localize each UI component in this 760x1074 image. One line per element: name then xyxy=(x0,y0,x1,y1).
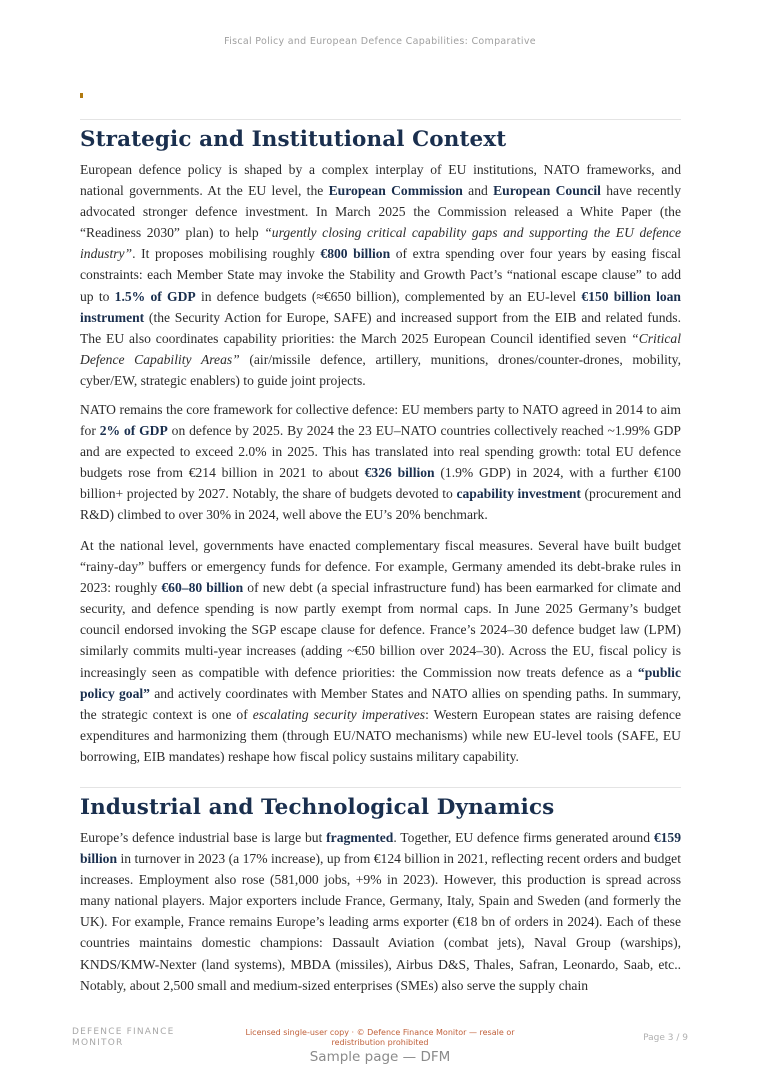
text-run: NATO remains the core framework for collective defence: EU members party to NATO agreed in 2014 to aim for xyxy=(80,402,681,439)
paragraph xyxy=(80,399,681,526)
emphasis-italic: “urgently closing critical capability gaps and supporting the EU defence industry” xyxy=(80,225,681,262)
section-marker xyxy=(80,93,83,98)
text-run: . It proposes mobilising roughly xyxy=(132,246,321,262)
text-run: . Together, EU defence firms generated around xyxy=(393,830,654,845)
text-run: (1.9% GDP) in 2024, with a further €100 billion+ projected by 2027. Notably, the share of budgets devoted to xyxy=(80,465,681,502)
paragraph xyxy=(80,159,681,391)
text-run: and xyxy=(462,183,494,199)
text-run: European defence policy is shaped by a complex interplay of EU institutions, NATO frameworks, and national governments. At the EU level, the xyxy=(80,162,681,199)
footer-license: Licensed single-user copy · © Defence Finance Monitor — resale or redistribution prohibited xyxy=(245,1028,515,1047)
emphasis-bold: €150 billion loan instrument xyxy=(80,288,681,325)
emphasis-bold: €800 billion xyxy=(320,246,391,262)
emphasis-bold: “public policy goal” xyxy=(80,664,681,701)
text-run: of extra spending over four years by easing fiscal constraints: each Member State may invoke the Stability and Growth Pact’s “national escape clause” to add up to xyxy=(80,246,681,304)
text-run: (air/missile defence, artillery, munitions, drones/counter-drones, mobility, cyber/EW, strategic enablers) to guide joint projects. xyxy=(80,351,681,388)
text-run: Europe’s defence industrial base is large but xyxy=(80,830,327,845)
paragraph xyxy=(80,827,681,996)
text-run: of new debt (a special infrastructure fund) has been earmarked for climate and security, and defence spending is now partly exempt from normal caps. In June 2025 Germany’s budget council endorsed invoking the SGP escape clause for defence. France’s 2024–30 defence budget law (LPM) similarly commits multi-year increases (adding ~€50 billion over 2024–30). Across the EU, fiscal policy is increasingly seen as compatible with defence priorities: the Commission now treats defence as a xyxy=(80,580,681,680)
emphasis-bold: €60–80 billion xyxy=(161,580,244,596)
text-run: (the Security Action for Europe, SAFE) and increased support from the EIB and related funds. The EU also coordinates capability priorities: the March 2025 European Council identified seven xyxy=(80,309,681,346)
footer-publisher: DEFENCE FINANCE MONITOR xyxy=(72,1027,175,1048)
text-run: (procurement and R&D) climbed to over 30% in 2024, well above the EU’s 20% benchmark. xyxy=(80,486,681,523)
section-heading-industrial: Industrial and Technological Dynamics xyxy=(80,795,555,820)
emphasis-italic: escalating security imperatives xyxy=(252,706,426,722)
emphasis-bold: European Council xyxy=(493,183,601,199)
emphasis-bold: €159 billion xyxy=(80,830,681,867)
text-run: : Western European states are raising defence expenditures and harmonizing them (through EU/NATO mechanisms) while new EU-level tools (SAFE, EU borrowing, EIB mandates) reshape how fiscal policy sustains military capability. xyxy=(80,706,681,764)
text-run: have recently advocated stronger defence investment. In March 2025 the Commission released a White Paper (the “Readiness 2030” plan) to help xyxy=(80,183,681,241)
paragraph xyxy=(80,535,681,767)
emphasis-bold: European Commission xyxy=(328,183,463,199)
emphasis-bold: capability investment xyxy=(456,486,581,502)
emphasis-bold: €326 billion xyxy=(364,465,435,481)
emphasis-bold: 1.5% of GDP xyxy=(114,288,196,304)
text-run: and actively coordinates with Member States and NATO allies on spending paths. In summary, the strategic context is one of xyxy=(80,685,681,722)
text-run: on defence by 2025. By 2024 the 23 EU–NATO countries collectively reached ~1.99% GDP and are expected to exceed 2.0% in 2025. This has translated into real spending growth: total EU defence budgets rose from €214 billion in 2021 to about xyxy=(80,423,681,481)
page-number: Page 3 / 9 xyxy=(643,1033,688,1043)
section-divider xyxy=(80,787,681,788)
text-run: At the national level, governments have enacted complementary fiscal measures. Several have built budget “rainy-day” buffers or emergency funds for defence. For example, Germany amended its debt-brake rules in 2023: roughly xyxy=(80,538,681,596)
text-run: in defence budgets (≈€650 billion), complemented by an EU-level xyxy=(195,288,582,304)
running-header: Fiscal Policy and European Defence Capabilities: Comparative xyxy=(224,36,536,47)
sample-note: Sample page — DFM xyxy=(309,1049,451,1065)
emphasis-bold: fragmented xyxy=(326,830,394,845)
text-run: in turnover in 2023 (a 17% increase), up from €124 billion in 2021, reflecting recent orders and budget increases. Employment also rose (581,000 jobs, +9% in 2023). However, this production is spread across many national players. Major exporters include France, Germany, Italy, Spain and Sweden (and formerly the UK). For example, France remains Europe’s leading arms exporter (€18 bn of orders in 2024). Each of these countries maintains domestic champions: Dassault Aviation (combat jets), Naval Group (warships), KNDS/KMW-Nexter (land systems), MBDA (missiles), Airbus D&S, Thales, Safran, Leonardo, Saab, etc.. Notably, about 2,500 small and medium-sized enterprises (SMEs) also serve the supply chain xyxy=(80,851,681,993)
emphasis-bold: 2% of GDP xyxy=(99,423,168,439)
section-heading-strategic: Strategic and Institutional Context xyxy=(80,127,507,152)
emphasis-italic: “Critical Defence Capability Areas” xyxy=(80,330,681,367)
section-divider xyxy=(80,119,681,120)
